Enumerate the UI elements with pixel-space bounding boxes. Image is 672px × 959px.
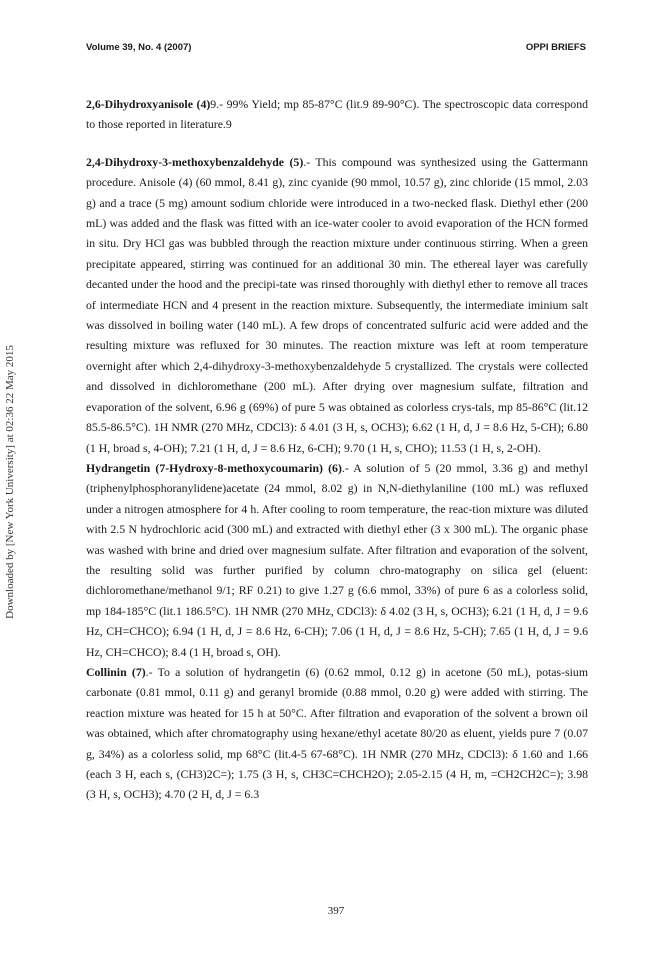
compound-7-text: .- To a solution of hydrangetin (6) (0.62 mmol, 0.12 g) in acetone (50 mL), potas-sium carbonate (0.81 mmol, 0.11 g) and geranyl bromide (0.88 mmol, 0.20 g) were added with stirring. The reaction mixture was heated for 15 h at 50°C. After filtration and evaporation of the solvent a brown oil was obtained, which after chromatography using hexane/ethyl acetate 80/20 as eluent, yields pure 7 (0.07 g, 34%) as a colorless solid, mp 68°C (lit.4-5 67-68°C). 1H NMR (270 MHz, CDCl3): δ 1.60 and 1.66 (each 3 H, each s, (CH3)2C=); 1.75 (3 H, s, CH3C=CHCH2O); 2.05-2.15 (4 H, m, =CH2CH2C=); 3.98 (3 H, s, OCH3); 4.70 (2 H, d, J = 6.3 [86,664,588,802]
page-number: 397 [327,905,345,917]
paragraph-compound-7 [86,662,588,805]
paragraph-compound-5 [86,152,588,458]
paragraph-compound-6 [86,458,588,662]
section-title: OPPI BRIEFS [525,42,586,53]
compound-6-title: Hydrangetin (7-Hydroxy-8-methoxycoumarin) (6) [86,460,342,475]
download-watermark-text: Downloaded by [New York University] at 02:36 22 May 2015 [4,345,16,619]
compound-4-title: 2,6-Dihydroxyanisole (4) [86,97,211,111]
compound-5-title: 2,4-Dihydroxy-3-methoxybenzaldehyde (5) [86,154,304,169]
compound-7-title: Collinin (7) [86,664,146,679]
paragraph-compound-4 [86,94,588,135]
compound-4-text: 9.- 99% Yield; mp 85-87°C (lit.9 89-90°C). The spectroscopic data correspond to those reported in literature.9 [86,97,588,132]
article-body [86,94,588,805]
running-header [86,42,586,58]
journal-volume: Volume 39, No. 4 (2007) [86,42,192,53]
compound-5-text: .- This compound was synthesized using the Gattermann procedure. Anisole (4) (60 mmol, 8.41 g), zinc cyanide (90 mmol, 10.57 g), zinc chloride (15 mmol, 2.03 g) and a trace (5 mg) amount sodium chloride were introduced in a two-necked flask. Diethyl ether (200 mL) was added and the flask was fitted with an ice-water cooler to avoid evaporation of the HCN formed in situ. Dry HCl gas was bubbled through the reaction mixture under continuous stirring. When a green precipitate appeared, stirring was continued for an additional 30 min. The ethereal layer was carefully decanted under the hood and the precipi-tate was rinsed thoroughly with diethyl ether to remove all traces of intermediate HCN and 4 present in the reaction mixture. Subsequently, the intermediate iminium salt was dissolved in boiling water (140 mL). A few drops of concentrated sulfuric acid were added and the resulting mixture was refluxed for 30 minutes. The reaction mixture was left at room temperature overnight after which 2,4-dihydroxy-3-methoxybenzaldehyde 5 crystallized. The crystals were collected and dissolved in dichloromethane (200 mL). After drying over magnesium sulfate, filtration and evaporation of the solvent, 6.96 g (69%) of pure 5 was obtained as colorless crys-tals, mp 85-86°C (lit.12 85.5-86.5°C). 1H NMR (270 MHz, CDCl3): δ 4.01 (3 H, s, OCH3); 6.62 (1 H, d, J = 8.6 Hz, 5-CH); 6.80 (1 H, broad s, 4-OH); 7.21 (1 H, d, J = 8.6 Hz, 6-CH); 9.70 (1 H, s, CHO); 11.53 (1 H, s, 2-OH). [86,154,588,455]
compound-6-text: .- A solution of 5 (20 mmol, 3.36 g) and methyl (triphenylphosphoranylidene)acetate (24 mmol, 8.02 g) in N,N-diethylaniline (100 mL) was refluxed under a nitrogen atmosphere for 4 h. After cooling to room temperature, the reac-tion mixture was diluted with 2.5 N hydrochloric acid (300 mL) and extracted with diethyl ether (3 x 300 mL). The organic phase was washed with brine and dried over magnesium sulfate. After filtration and evaporation of the solvent, the resulting solid was further purified by column chro-matography on silica gel (eluent: dichloromethane/methanol 9/1; RF 0.21) to give 1.27 g (6.6 mmol, 33%) of pure 6 as a colorless solid, mp 184-185°C (lit.1 186.5°C). 1H NMR (270 MHz, CDCl3): δ 4.02 (3 H, s, OCH3); 6.21 (1 H, d, J = 9.6 Hz, CH=CHCO); 6.94 (1 H, d, J = 8.6 Hz, 6-CH); 7.06 (1 H, d, J = 8.6 Hz, 5-CH); 7.65 (1 H, d, J = 9.6 Hz, CH=CHCO); 8.4 (1 H, broad s, OH). [86,460,588,659]
